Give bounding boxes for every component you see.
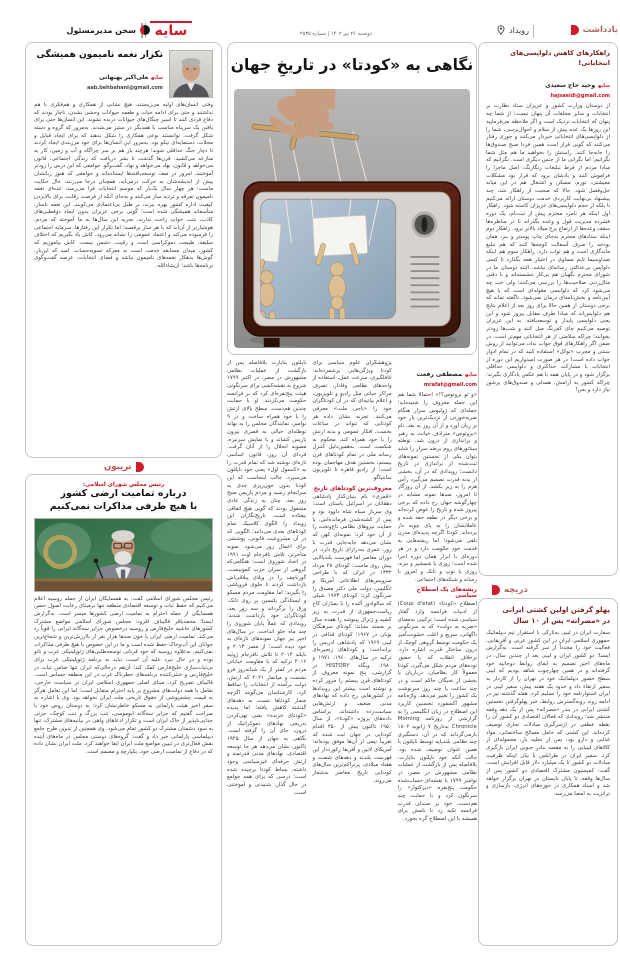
brand-mini-logo: سایه — [465, 372, 477, 378]
tv-marionette-photo — [234, 89, 470, 348]
tribune-title-line2: با هیچ طرفی مذاکرات نمی‌کنیم — [49, 500, 198, 512]
section-header-editor — [28, 25, 150, 35]
section-rooydad-label: رویداد — [509, 25, 529, 35]
editor-author-photo — [169, 50, 213, 98]
coup-column-3 — [227, 360, 306, 946]
newspaper-logo: سایه — [150, 21, 192, 39]
yaddasht-article-title: راهکارهای کاهش دلواپسی‌های انتخاباتی! — [510, 49, 610, 67]
editor-byline — [34, 63, 163, 92]
bookmark-icon — [136, 462, 144, 472]
editor-section-icon — [140, 25, 150, 35]
daricheh-title-line1: پهلو گرفتن اولین کشتی ایرانی — [502, 606, 610, 614]
section-header-yaddasht — [540, 25, 618, 35]
parliament-speaker-photo — [34, 518, 213, 592]
tv-marionette-illustration — [234, 89, 470, 348]
editor-note-header — [34, 50, 213, 98]
yaddasht-author-email[interactable]: hajsaeidi@gmail.com — [550, 93, 610, 100]
section-tribune-label: تریبون — [104, 462, 132, 472]
issue-date: دوشنبه ۲۶ تیر ۱۴۰۲ | شماره ۲۸۳۵ — [300, 31, 372, 37]
coup-subhead-origins: ریشه‌های یک اصطلاح سیاسی — [416, 587, 477, 600]
coup-col2-intro: پژوهشگران علوم سیاسی برای کودتا ویژگی‌هایی برشمرده‌اند: غافلگیری، سرعت عمل، استفاده از واحدهای نظامی وفادار، تصرف مراکز حیاتی مثل رادیو و تلویزیون، و اعلام بیانیه‌ای که در آن کودتاگران خود را «ناجی ملت» معرفی می‌کنند. تجربه نشان داده هر کودتایی که نتواند در ساعات نخست، افکار عمومی و بدنه ارتش را با خود همراه کند، محکوم به شکست است. به‌همین‌دلیل کنترل رسانه ملی در تمام کودتاهای قرن بیستم، نخستین هدف مهاجمان بوده است؛ از رادیو قاهره تا تلویزیون سانتیاگو. — [312, 360, 392, 482]
editor-note-title: تکرار نغمه نامیمون همیشگی — [36, 50, 163, 60]
yaddasht-article-box — [478, 42, 618, 576]
coup-column-2 — [312, 360, 391, 946]
section-header-rooydad — [477, 25, 529, 35]
editor-note-info — [34, 50, 163, 92]
coup-feature-box — [227, 42, 477, 355]
coup-headline: نگاهی به «کودتا» در تاریخِ جهان — [230, 56, 474, 74]
brand-mini-logo: سایه — [598, 83, 610, 90]
yaddasht-article-body: از دوستان وزارت کشور و عزیزان ستاد نظارت بر انتخابات و سایر مخلفات آن پنهان نیست؛ از شما چه پنهان که انتخابات نزدیک است و اگر ملاحظه می‌فرمایید این روزها یک عده پیش از سلام و احوال‌پرسی، شما را از دلواپسی‌های انتخاباتی خبردار می‌کنند و جوری رفتار می‌کنند که گویی قرار است همین فردا صبح صندوق‌ها را جابه‌جا کنند. راستش را بخواهید ما هم مثل شما نگرانیم؛ اما نگرانی ما از جنس دیگری است. نگرانیم که مبادا مردم از فرط تبلیغات رنگارنگ، اصل ماجرا را فراموش کنند و یادشان برود که قرار بود مشکلات معیشتی، تورم، مسکن و اشتغال هم در این میانه حل‌وفصل شود. حالا که صحبت از راهکار شد، چند پیشنهاد بی‌نهایت کاربردی خدمت دوستان ارائه می‌کنیم تا بلکه از حجم دلواپسی‌های عزیزان کاسته شود. راهکار اول اینکه هر نامزد محترم پیش از ثبت‌نام، یک دوره فشرده مدیریت قول و وعده بگذراند تا در مناظره‌ها سقف وعده‌ها از ارتفاع برج میلاد بالاتر نرود. راهکار دوم اینکه ستادهای محترم به‌جای چاپ پوستر و بنر، همان بودجه را صرف آسفالت کوچه‌ها کنند که هم تبلیغ ماندگاری است و هم ثواب دارد. راهکار سوم هم اینکه صداوسیما تایم مساوی در اختیار همه بگذارد تا کسی دلواپس بی‌عدالتی رسانه‌ای نباشد. البته دوستان ما در شورای محترم نگهبان هم بی‌کار ننشسته‌اند و با دقتی مثال‌زدنی صلاحیت‌ها را بررسی می‌کنند؛ ولی خب چه می‌شود کرد که دلواپسی مقوله‌ای است که با هیچ آیین‌نامه و بخش‌نامه‌ای درمان نمی‌شود. ناگفته نماند که برخی دوستان از همین حالا برای روز بعد از اعلام نتایج هم دلواپس‌اند که مبادا طرف مقابل پیروز شود و این یعنی دلواپسی پایدار و توسعه‌یافته. به این عزیزان توصیه می‌کنیم چای کم‌رنگ میل کنند و شب‌ها زودتر بخوابند؛ چراکه سلامتی از هر انتخاباتی مهم‌تر است. در ضمن اگر راهکارهای فوق جواب نداد، می‌توانید از روش سنتی و مجرب «توکل» استفاده کنید که در تمام ادوار جواب داده است! در هر صورت امیدواریم این دوره از انتخابات با مشارکت حداکثری و دلواپسی حداقلی برگزار شود و در پایان همه با هم عکس یادگاری بگیرند؛ چراکه کشور به آرامش، همدلی و صندوق‌های پرشور نیاز دارد و بس! — [486, 103, 610, 394]
coup-author-email[interactable]: mrafat@gmail.com — [423, 382, 477, 389]
daricheh-article-box — [478, 598, 618, 946]
yaddasht-author: وحید حاج سعیدی — [545, 82, 596, 90]
editor-note-body: وقتی انسان‌های اولیه می‌زیستند، هیچ نشانی از همکاری و هم‌فکری با هم نداشتند و حتی برای ادامه حیات و طعمه حیوانات وحشی نشدن، ناچار بودند که دفاع فردی کنند تا اسیر چنگال‌های حیوانات درنده نشوند. این انسان‌ها حتی برای یافتن یک سرپناه مناسب با همدیگر در ستیز می‌شدند. به‌مرور که گروه و دسته شکل گرفت، توانستند نوعی همکاری را شکل بدهند که برای ایجاد قبایل و محلات، دستمایه‌ای نیکو بود. به‌مرور این انسان‌ها برای خود مرزبندی ایجاد کردند تا دچار جنگ حداقلی شوند؛ هرچند باز هم بر سر چراگاه و آب و زمین، کار به منازعه می‌کشید. قرن‌ها گذشت تا بشر دریافت که زندگی اجتماعی، قانون می‌خواهد و قانون، نهاد می‌خواهد و نهاد، گفت‌وگو. جوامعی که این درس را زودتر آموختند، امروز در صف توسعه‌یافته‌ها ایستاده‌اند و جوامعی که هنوز زبانشان پیش از اندیشه‌شان به حرکت درمی‌آید، همچنان درجا می‌زنند. حال حکایت ماست؛ هر چهار سال یک‌بار که موسم انتخابات فرا می‌رسد، عده‌ای نغمه نامیمون تفرقه و تردید ساز می‌کنند و به‌جای آنکه از فرصت رقابت برای بالابردن کیفیت اداره کشور بهره ببرند، بر طبل بی‌اعتمادی می‌کوبند. این نغمه ناساز، متأسفانه همیشگی شده است؛ گویی برخی عزیزان بدون ایجاد دوقطبی‌های کاذب، شب خواب راحت ندارند. تجربه این سال‌ها به ما آموخته که مردم، هوشیارتر از آن‌اند که با هر ساز برقصند؛ اما تکرار این رفتارها، سرمایه اجتماعی را فرسوده می‌کند و اعتماد عمومی را نشانه می‌رود. کاش یاد بگیریم که اختلاف سلیقه، طبیعت دموکراسی است و رقیب، دشمن نیست. کاش بیاموزیم که کشور، میدان مسابقه خدمت است نه معرکه تسویه‌حساب. امید که این‌بار، گوش‌ها بدهکار نغمه‌های نامیمون نباشد و فضای انتخابات، عرصه گفت‌وگوی برنامه‌ها باشد؛ ان‌شاءالله. — [34, 102, 213, 270]
location-pin-icon — [497, 25, 505, 35]
section-yaddasht-label: یادداشت — [582, 25, 618, 35]
coup-author: مصطفی رفعت — [416, 371, 463, 378]
daricheh-article-body: سفارت ایران در لیبی به‌تازگی با استقرار تیم دیپلماتیک جمهوری اسلامی ایران در این کشور عربی و آفریقایی، فعالیت خود را مجدداً از سر گرفته است. به‌گزارش ایسنا؛ دو کشور ایران و لیبی بعد از چندین سال، در ماه‌های اخیر تصمیم به ایفای روابط دوجانبه خود گرفته‌اند و در همین چهارچوب شاهد بودیم که لیبی سطح حضور دیپلماتیک خود در تهران را از کاردار به سفیر ارتقاء داد و حدود یک هفته پیش، سفیر لیبی در ایران استوارنامه خود را تسلیم کرد. هفته گذشته نیز در ادامه روند روبه‌گسترش روابط، خبر پهلوگرفتن نخستین کشتی ایرانی در بندر «مصراته» پس از یک دهه وقفه منتشر شد؛ رویدادی که فعالان اقتصادی دو کشور آن را نقطه عطفی در ازسرگیری مبادلات تجاری توصیف کرده‌اند. این کشتی که حامل مصالح ساختمانی، مواد غذایی و دارو بود، پس از تخلیه بار، محموله‌ای از کالاهای لیبیایی را به مقصد بنادر جنوبی ایران بارگیری کرد. سفیر ایران در طرابلس با بیان اینکه ظرفیت مبادلات دو کشور تا یک میلیارد دلار قابل افزایش است، گفت: کمیسیون مشترک اقتصادی دو کشور پس از سال‌ها وقفه، تا پایان تابستان در تهران برگزار خواهد شد و اسناد همکاری در حوزه‌های انرژی، بازسازی و ترانزیت به امضا می‌رسد. — [486, 630, 610, 798]
yaddasht-byline — [486, 71, 610, 100]
tribune-kicker: رئیس مجلس شورای اسلامی: — [82, 482, 165, 488]
tribune-article-body: رئیس مجلس شورای اسلامی گفت: به همسایگان ایران از جمله روسیه اعلام می‌کنیم که حفظ ثبات و توسعه اقتصادی منطقه تنها برمبنای رعایت اصول حسن همسایگی از جمله احترام به تمامیت ارضی کشورها میسر است. به‌گزارش ایسنا؛ محمدباقر قالیباف افزود: مجلس شورای اسلامی مواضع مشترک کشورهای حاشیه خلیج‌فارس و روسیه درخصوص جزایر سه‌گانه ایرانی را قویاً رد می‌کند. تمامیت ارضی ایران با خون صدها هزار نفر از باارزش‌ترین و شجاع‌ترین جوانان این آب‌وخاک حفظ شده است و ما در این خصوص با هیچ طرفی مذاکرات نمی‌کنیم. به‌علاوه روسیه که خود قربانی توسعه‌طلبی‌های ژئوپلیتیکی غرب و ناتو بوده و در حال نبرد علیه آن است، نباید به برنامه ژئوپلیتیکی غرب برای بی‌ثبات‌سازی خلیج‌فارس کمک کند؛ آن‌هم درحالی‌که ایران تنها ضامن ثبات در خلیج‌فارس و خنثی‌کننده برنامه‌های خطرناک غرب در این منطقه حساس است. قالیباف تصریح کرد: مبنای اصلی جمهوری اسلامی ایران در سیاست خارجی، تعامل با همه دولت‌های مشروع بر پایه احترام متقابل است؛ اما این تعامل هرگز به قیمت چشم‌پوشی از حقوق تاریخی ملت ایران نخواهد بود. وی با اشاره به سفر اخیر هیئت پارلمانی به مسکو خاطرنشان کرد: به دوستان روس خود با صراحت گفتیم که جزایر سه‌گانه ابوموسی، تنب بزرگ و تنب کوچک، جزئی جدایی‌ناپذیر از خاک ایران است و تکرار ادعاهای واهی در بیانیه‌های مشترک، تنها به سود دشمنان مشترک دو کشور تمام می‌شود. وی همچنین از تدوین طرح جامع دیپلماسی پارلمانی خبر داد و گفت: گروه‌های دوستی مجلس در ماه‌های آینده نقش فعال‌تری در تبیین مواضع ملت ایران ایفا خواهند کرد. ملت ایران نشان داده که در دفاع از تمامیت ارضی خود، یکپارچه و مصمم است. — [34, 595, 213, 756]
section-header-tribune — [104, 462, 144, 472]
bookmark-icon — [492, 585, 500, 595]
header-divider — [533, 25, 534, 38]
coup-column-1 — [398, 360, 477, 946]
author-headshot-illustration — [170, 51, 212, 97]
coup-byline — [398, 360, 477, 389]
editor-note-box — [25, 42, 222, 458]
coup-col1-intro: «و تو بروتوس؟!» احتمالاً شما هم این جمله معروف را شنیده‌اید؛ جمله‌ای که ژولیوس سزار هنگام ضربه‌خوردن از نزدیک‌ترین یار خود بر زبان آورد و از آن روز به بعد، نام «بروتوس» مترادف خیانت به رهبر و براندازی از درون شد. توطئه سناتورهای روم برضد سزار را شاید بتوان یکی از نخستین نمونه‌های ثبت‌شده از براندازی در تاریخ دانست؛ رویدادی که در آن، بخشی از بدنه قدرت تصمیم می‌گیرد رأس هرم را به زیر بکشد. از آن روزگار تا امروز، صدها نمونه مشابه در چهارگوشه جهان رخ داده که برخی پیروز شده و تاریخ را عوض کرده‌اند و برخی دیگر در نطفه خفه شده و عاملانشان را به پای چوبه دار برده‌اند. کودتا اگرچه پدیده‌ای مدرن تلقی می‌شود؛ اما ریشه‌هایی به قدمت خودِ حکومت دارد و در هر دوره‌ای با ابزار همان دوره اجرا شده است؛ روزی با شمشیر و نیزه، روزی با توپ و تانک و امروز با رسانه و شبکه‌های اجتماعی. — [397, 392, 477, 583]
section-editor-label: سخن مدیرمسئول — [66, 25, 136, 35]
coup-col1-rest: اصطلاح «کودتا» (Coup d'état) از ادبیات فرانسه وارد گفتار سیاسی شده است؛ ترکیبی به‌معنای «ضربه به دولت» که به سرنگونی ناگهانی، سریع و اغلب خشونت‌آمیز یک حکومت توسط گروهی کوچک از درون ساختار قدرت اشاره دارد. برخلاف انقلاب که با حضور توده‌های مردم شکل می‌گیرد، کودتا معمولاً کار نظامیان، درباریان یا بخشی از نخبگان حاکم است و در چند ساعت یا چند روز سرنوشت یک کشور را تغییر می‌دهد. واژه‌نامه مشهور آکسفورد نخستین کاربرد این اصطلاح در زبان انگلیسی را به گزارشی از روزنامه Morning Chronicle به‌تاریخ ۷ ژانویه ۱۸۰۲ بازمی‌گرداند که در آن، دستگیری چند نظامی بلندپایه توسط ناپلئون با همین عنوان توصیف شده بود. جالب آنکه خود ناپلئون بناپارت، بلافاصله پس از بازگشت از عملیات نظامی مشهورش در مصر، در نوامبر ۱۷۹۹ با نقشه‌ای حساب‌شده حکومت پنج‌نفره «دیرکتوار» را سرنگون کرد و با حمایت چند هم‌دست، خود بر صندلی قدرت فرانسه تکیه زد تا نامش برای همیشه با این اصطلاح گره بخورد. — [397, 601, 477, 822]
tribune-title-line1: درباره تمامیت ارضی کشور — [60, 488, 187, 499]
section-daricheh-label: دریچه — [504, 585, 528, 595]
editor-author-email[interactable]: aab.behbahani@gmail.com — [86, 85, 163, 92]
coup-subhead-famous: معروف‌ترین کودتاهای تاریخ — [313, 485, 392, 492]
brand-mini-logo: سایه — [151, 75, 163, 81]
parliament-speaker-illustration — [35, 519, 212, 591]
tribune-article-box — [25, 474, 222, 946]
section-header-daricheh — [492, 585, 528, 595]
bookmark-icon — [571, 25, 579, 35]
editor-author: علی‌اکبر بهبهانی — [99, 74, 149, 81]
coup-col2-rest: «قُمری» نام بنیان‌گذار پادشاهی دهقانان در اسرائیل باستان است؛ وی سرباز سپاه شاه داوود بود و پس از کشته‌شدن فرمانده‌اش، با حمایت نیروهای نظامی تاج‌وتخت را از آن خود کرد؛ نمونه‌ای کهن که نشان می‌دهد جابه‌جایی قدرت با زور، عمری به‌درازای تاریخ دارد. در دوران معاصر اما فهرست بلندبالایی پیش روی ماست: کودتای ۲۸ مرداد ۱۳۳۲ در ایران که با طراحی سرویس‌های اطلاعاتی آمریکا و انگلیس، دولت ملی دکتر مصدق را سرنگون کرد؛ کودتای ۱۹۷۳ شیلی که سالوادور آلنده را با بمباران کاخ ریاست‌جمهوری از قدرت به زیر کشید و ژنرال پینوشه را هفده سال بر مسند نشاند؛ کودتای سرهنگان یونان در ۱۹۶۷؛ کودتای قذافی در لیبی ۱۹۶۹ که پادشاهی ادریس را برانداخت؛ و کودتاهای زنجیره‌ای ترکیه در سال‌های ۱۹۶۰، ۱۹۷۱ و ۱۹۸۰. وبگاه HISTORY در گزارشی، پنج نمونه معروف از کودتاهای قرن بیستم را مرور کرده و نوشته است بیشتر این رویدادها در کشورهایی رخ داده که نهادهای مدنی ضعیف و ارتش‌هایی سیاست‌زده داشته‌اند. براساس داده‌های پروژه «کودتا»، از سال ۱۹۵۰ تاکنون بیش از ۴۵۰ اقدام کودتایی در جهان ثبت شده که تقریباً نیمی از آن‌ها موفق بوده‌اند؛ آمریکای لاتین و آفریقا رکورددار این فهرست بلندند و دهه‌های شصت و هفتاد میلادی، پرتراکم‌ترین سال‌های کودتایی تاریخ معاصر به‌شمار می‌روند. — [312, 493, 392, 784]
coup-col3-text: ناپلئون بناپارت بلافاصله پس از بازگشت از عملیات نظامی مشهورش در مصر، در اکتبر ۱۷۹۹ شروع به نقشه‌کشی برای سرنگونی هیئت پنج‌نفره‌ای کرد که بر فرانسه حکومت می‌کردند. او با حمایت چندین هم‌دست، سطح بالای ارتش را با خود همراه ساخت و در ۹ نوامبر، نمایندگان مجلس را به بهانه توطئه‌ای خیالی به قصری بیرون پاریس کشاند و با نمایش سرنیزه، مصوبه انحلال را از آنان گرفت. فردای آن روز، قانون اساسی تازه‌ای نوشته شد که تمام قدرت را به «کنسول اول» یعنی خود ناپلئون می‌سپرد. جالب اینجاست که این کودتا بدون خون‌ریزی جدی به سرانجام رسید و مردم پاریس صبح روز بعد، چنان به زندگی عادی مشغول بودند که گویی هیچ اتفاقی نیفتاده است. تاریخ‌نگاران این رویداد را الگوی کلاسیک تمام کودتاهای بعدی می‌دانند؛ الگویی که در آن مشروعیت قانونی، پوششی برای اعمال زور می‌شود. نمونه متأخرتر، تلاش نافرجام اوت ۱۹۹۱ در اتحاد شوروی است؛ هنگامی‌که گروهی از سران حزب کمونیست، گورباچف را در ویلای ییلاقی‌اش بازداشت کردند تا جلوی فروپاشی را بگیرند؛ اما مقاومت مردم مسکو و ایستادگی یلتسین بر روی تانک، ورق را برگرداند و سه روز بعد، کودتاگران خود بازداشت شدند؛ رویدادی که عملاً پایان شوروی را چند ماه جلو انداخت. در سال‌های اخیر نیز جهان نمونه‌های تازه‌ای به خود دیده است؛ از مصر ۲۰۱۳ و تایلند ۲۰۱۴ تا تلاش نافرجام ژوئیه ۲۰۱۶ ترکیه که با مقاومت خیابانی مردم در کمتر از یک شبانه‌روز فرو نشست و میانمار ۲۰۲۱ که ارتش، دولت برآمده از انتخابات را ساقط کرد. کارشناسان می‌گویند اگرچه شمار کودتاها نسبت به دهه‌های گذشته کاهش یافته؛ اما پدیده «کودتای خزنده» یعنی تهی‌کردن تدریجی نهادهای دموکراتیک از درون، جای آن را گرفته است. نگاهی به جهان از سال ۱۹۴۵ تاکنون نشان می‌دهد هر جا توسعه اقتصادی، نهادهای مدنی قدرتمند و ارتش حرفه‌ای غیرسیاسی وجود داشته، بساط کودتا برچیده شده است؛ درسی که برای همه جوامع در حال گذار، شنیدنی و آموختنی است. — [227, 360, 307, 796]
coup-article-columns — [227, 360, 477, 946]
daricheh-title-line2: در «مصراته» پس از ۱۰ سال — [513, 616, 610, 625]
